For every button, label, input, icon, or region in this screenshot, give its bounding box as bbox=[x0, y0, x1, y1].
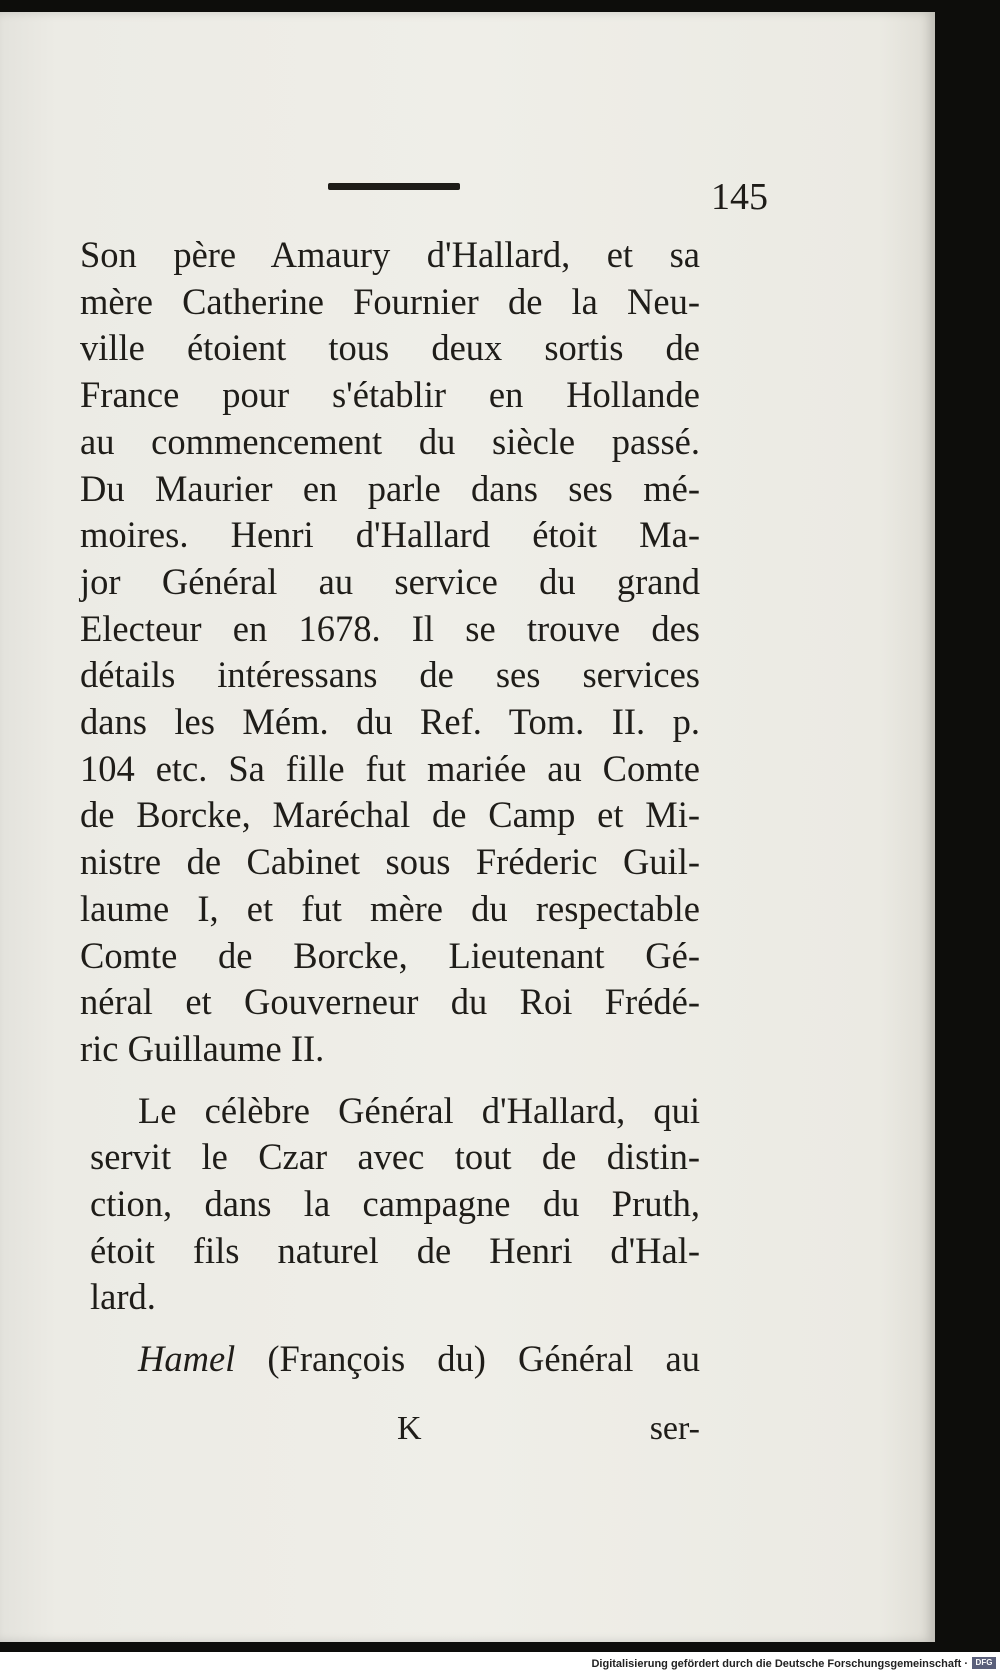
text-line: mère Catherine Fournier de la Neu- bbox=[80, 280, 700, 322]
header-rule bbox=[328, 183, 460, 190]
paragraph-gap bbox=[80, 1073, 700, 1088]
text-line: étoit fils naturel de Henri d'Hal- bbox=[90, 1229, 700, 1271]
text-line: ric Guillaume II. bbox=[80, 1027, 325, 1069]
text-line: détails intéressans de ses services bbox=[80, 654, 700, 696]
text-line bbox=[80, 1336, 700, 1383]
text-line: Du Maurier en parle dans ses mé- bbox=[80, 467, 700, 509]
text-line: nistre de Cabinet sous Fréderic Guil- bbox=[80, 841, 700, 883]
text-line: dans les Mém. du Ref. Tom. II. p. bbox=[80, 701, 700, 743]
text-line: laume I, et fut mère du respectable bbox=[80, 887, 700, 929]
text-line: ction, dans la campagne du Pruth, bbox=[90, 1183, 700, 1225]
page-number: 145 bbox=[711, 176, 768, 218]
signature-mark: K bbox=[397, 1410, 422, 1447]
entry-headword: Hamel bbox=[138, 1338, 236, 1380]
text-line: de Borcke, Maréchal de Camp et Mi- bbox=[80, 794, 700, 836]
footer-credit: Digitalisierung gefördert durch die Deutsche Forschungsgemeinschaft · bbox=[591, 1658, 968, 1670]
text-line: lard. bbox=[90, 1276, 156, 1318]
paragraph-2 bbox=[80, 1088, 700, 1322]
paragraph-1 bbox=[80, 232, 700, 1073]
paragraph-gap bbox=[80, 1321, 700, 1336]
text-line: au commencement du siècle passé. bbox=[80, 420, 700, 462]
dfg-logo: DFG bbox=[972, 1657, 996, 1669]
text-line: moires. Henri d'Hallard étoit Ma- bbox=[80, 514, 700, 556]
text-line: servit le Czar avec tout de distin- bbox=[90, 1136, 700, 1178]
text-line: néral et Gouverneur du Roi Frédé- bbox=[80, 981, 700, 1023]
text-line: Comte de Borcke, Lieutenant Gé- bbox=[80, 934, 700, 976]
text-line: Electeur en 1678. Il se trouve des bbox=[80, 607, 700, 649]
text-line: jor Général au service du grand bbox=[80, 560, 700, 602]
paragraph-3 bbox=[80, 1336, 700, 1383]
body-text bbox=[80, 232, 700, 1383]
footer-bar bbox=[0, 1652, 1000, 1674]
catchword: ser- bbox=[649, 1410, 700, 1447]
text-line: 104 etc. Sa fille fut mariée au Comte bbox=[80, 747, 700, 789]
text-line: France pour s'établir en Hollande bbox=[80, 374, 700, 416]
text-line: Le célèbre Général d'Hallard, qui bbox=[138, 1089, 700, 1131]
text-line: Son père Amaury d'Hallard, et sa bbox=[80, 234, 700, 275]
entry-text: (François du) Général au bbox=[267, 1338, 701, 1380]
text-line: ville étoient tous deux sortis de bbox=[80, 327, 700, 369]
